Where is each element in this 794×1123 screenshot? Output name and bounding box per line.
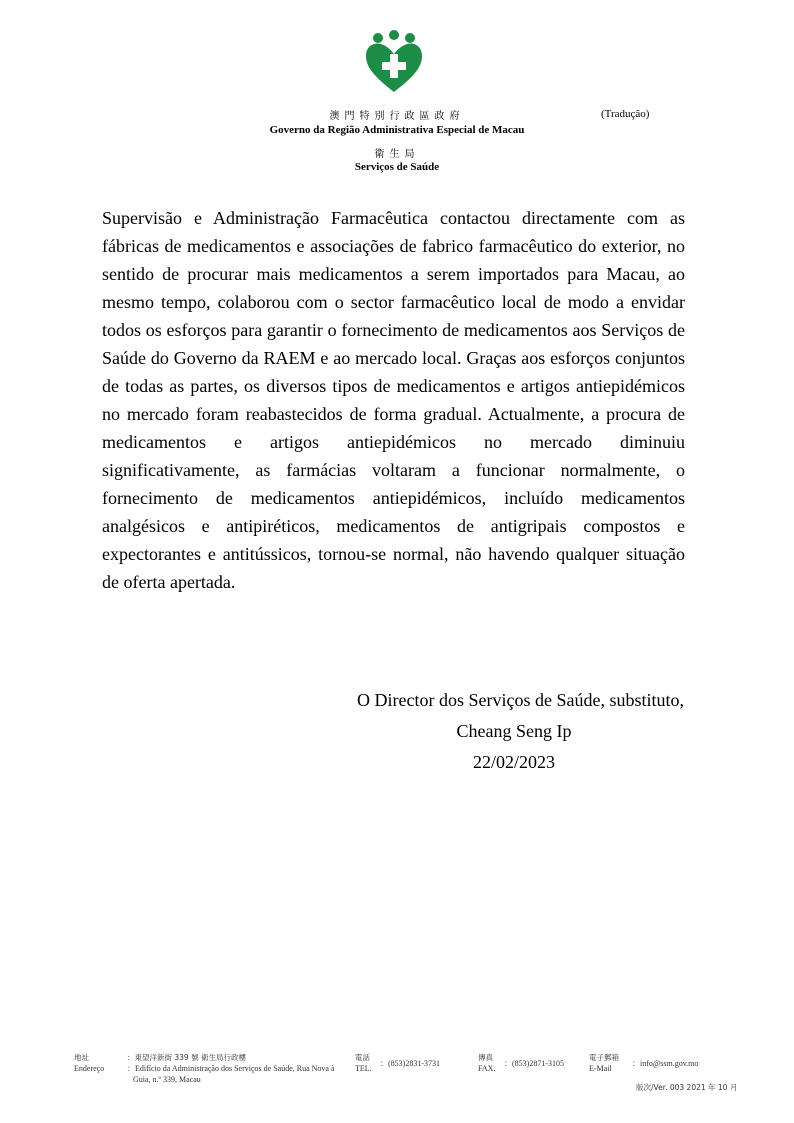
region-name-pt: Governo da Região Administrativa Especial de Macau	[269, 124, 525, 136]
health-services-logo-icon	[364, 30, 424, 94]
signature-name: Cheang Seng Ip	[456, 721, 572, 741]
translation-note: (Tradução)	[601, 108, 650, 120]
footer-fax-label: 傳真 FAX.	[478, 1053, 496, 1073]
body-paragraph: Supervisão e Administração Farmacêutica contactou directamente com as fábricas de medicamentos e associações de fabrico farmacêutico do exterior, no sentido de procurar mais medicamentos a serem importados para Macau, ao mesmo tempo, colaborou com o sector farmacêutico local de modo a envidar todos os esforços para garantir o fornecimento de medicamentos aos Serviços de Saúde do Governo da RAEM e ao mercado local. Graças aos esforços conjuntos de todas as partes, os diversos tipos de medicamentos e artigos antiepidémicos no mercado foram reabastecidos de forma gradual. Actualmente, a procura de medicamentos e artigos antiepidémicos no mercado diminuiu significativamente, as farmácias voltaram a funcionar normalmente, o fornecimento de medicamentos antiepidémicos, incluído medicamentos analgésicos e antipiréticos, medicamentos de antigripais compostos e expectorantes e antitússicos, tornou-se normal, não havendo qualquer situação de oferta apertada.	[102, 208, 685, 592]
footer-tel: ：(853)2831-3731	[380, 1059, 440, 1068]
footer-email-label: 電子郵箱 E-Mail	[589, 1053, 619, 1073]
footer-email: ：info@ssm.gov.mo	[632, 1059, 699, 1068]
footer-fax: ：(853)2871-3105	[504, 1059, 564, 1068]
footer-tel-label: 電話 TEL.	[355, 1053, 372, 1073]
footer-address: ：東望洋新街 339 號 衛生局行政樓 ：Edifício da Administração dos Serviços de Saúde, Rua Nova à Guia, n.º 339, Macau	[127, 1053, 335, 1084]
department-name-pt: Serviços de Saúde	[354, 161, 440, 173]
signature-date: 22/02/2023	[472, 752, 555, 772]
signature-title: O Director dos Serviços de Saúde, substituto,	[357, 690, 684, 710]
footer-address-label: 地址 Endereço	[74, 1053, 105, 1073]
footer-version: 版次/Ver. 003 2021 年 10 月	[636, 1083, 738, 1092]
region-name-zh: 澳門特別行政區政府	[329, 111, 465, 122]
department-name-zh: 衛生局	[374, 149, 420, 160]
